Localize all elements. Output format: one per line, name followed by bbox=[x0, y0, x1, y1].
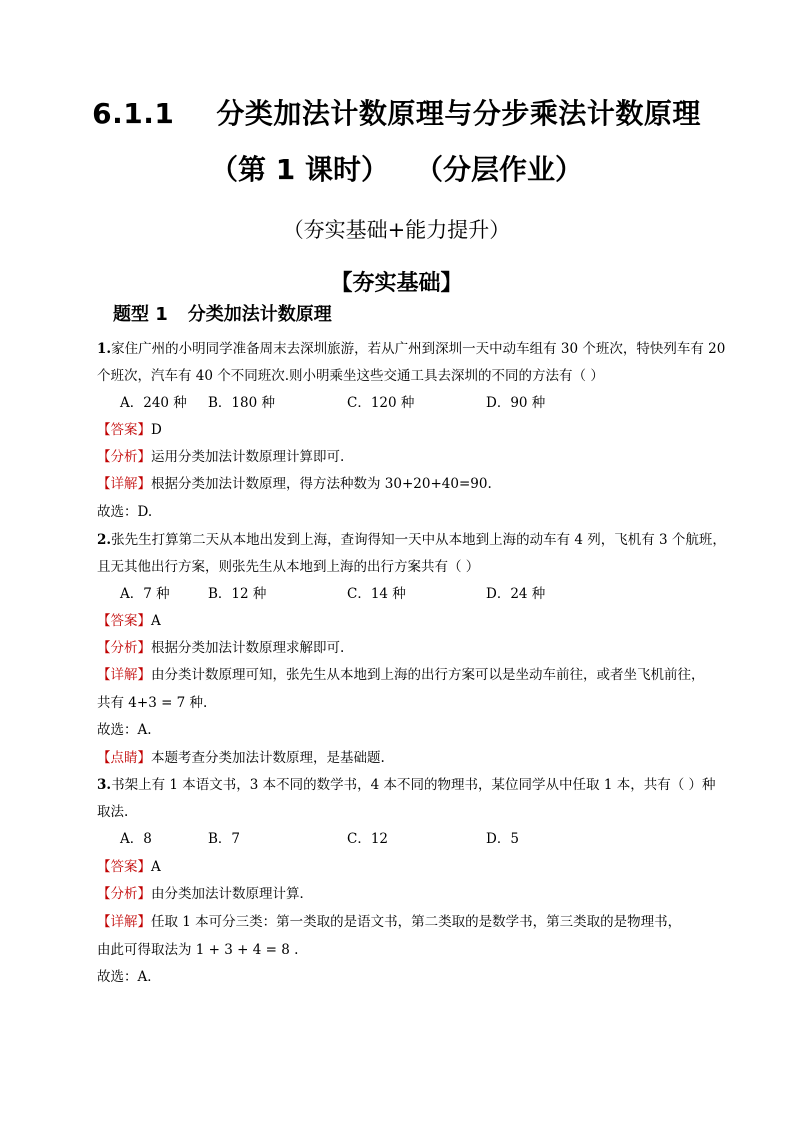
q3-answer-tag: 【答案】 bbox=[97, 859, 151, 875]
q3-option-d: D．5 bbox=[486, 831, 519, 847]
q3-analysis-tag: 【分析】 bbox=[97, 886, 151, 902]
question-type-heading bbox=[113, 300, 332, 326]
q2-option-d: D．24 种 bbox=[486, 586, 546, 602]
q3-option-b: B．7 bbox=[208, 831, 241, 847]
q3-detail-tag: 【详解】 bbox=[97, 914, 151, 930]
subtitle: （夯实基础+能力提升） bbox=[282, 218, 511, 242]
q2-number: 2. bbox=[97, 532, 112, 548]
type-name: 分类加法计数原理 bbox=[187, 304, 332, 325]
q1-stem-text-1: 家住广州的小明同学准备周末去深圳旅游，若从广州到深圳一天中动车组有 30 个班次，特快列车有 20 bbox=[111, 341, 726, 357]
q3-detail bbox=[97, 912, 681, 932]
q2-answer-value: A bbox=[151, 613, 161, 629]
q1-option-c: C．120 种 bbox=[347, 395, 415, 411]
q3-conclusion: 故选：A． bbox=[97, 969, 161, 985]
q2-detail-tag: 【详解】 bbox=[97, 667, 151, 683]
q2-analysis-tag: 【分析】 bbox=[97, 640, 151, 656]
q2-stem-text-1: 张先生打算第二天从本地出发到上海，查询得知一天中从本地到上海的动车有 4 列，飞机有 3 个航班， bbox=[111, 532, 726, 548]
q2-detail bbox=[97, 665, 705, 685]
q1-detail bbox=[97, 474, 492, 494]
q1-analysis bbox=[97, 447, 344, 467]
q2-option-a: A．7 种 bbox=[120, 586, 170, 602]
q3-answer-value: A bbox=[151, 859, 161, 875]
q3-stem-line-2: 取法. bbox=[97, 804, 129, 820]
title-line-2 bbox=[0, 148, 793, 188]
q3-option-c: C．12 bbox=[347, 831, 389, 847]
q2-detail-line-2: 共有 4+3 = 7 种. bbox=[97, 695, 208, 711]
q2-option-c: C．14 种 bbox=[347, 586, 406, 602]
q1-number: 1. bbox=[97, 341, 112, 357]
q1-option-b: B．180 种 bbox=[208, 395, 275, 411]
q1-analysis-tag: 【分析】 bbox=[97, 449, 151, 465]
q2-analysis-text: 根据分类加法计数原理求解即可. bbox=[151, 640, 345, 656]
q1-option-d: D．90 种 bbox=[486, 395, 546, 411]
q3-option-a: A．8 bbox=[120, 831, 152, 847]
q1-stem-line-2: 个班次，汽车有 40 个不同班次.则小明乘坐这些交通工具去深圳的不同的方法有（ ） bbox=[97, 368, 604, 384]
q3-detail-text-1: 任取 1 本可分三类：第一类取的是语文书，第二类取的是数学书，第三类取的是物理书， bbox=[151, 914, 682, 930]
q1-answer bbox=[97, 420, 162, 440]
q3-stem-line-1 bbox=[97, 775, 716, 795]
q2-answer-tag: 【答案】 bbox=[97, 613, 151, 629]
q1-detail-text: 根据分类加法计数原理，得方法种数为 30+20+40=90. bbox=[151, 476, 492, 492]
q1-detail-tag: 【详解】 bbox=[97, 476, 151, 492]
title-main: 分类加法计数原理与分步乘法计数原理 bbox=[216, 97, 701, 130]
title-part: （第 1 课时） bbox=[210, 153, 389, 186]
q1-conclusion: 故选：D. bbox=[97, 504, 153, 520]
title-type: （分层作业） bbox=[428, 153, 583, 186]
q2-comment bbox=[97, 748, 385, 768]
q3-analysis bbox=[97, 884, 313, 904]
q3-analysis-text: 由分类加法计数原理计算． bbox=[151, 886, 313, 902]
q2-conclusion: 故选：A. bbox=[97, 722, 152, 738]
section-heading: 【夯实基础】 bbox=[330, 270, 463, 296]
q2-detail-text-1: 由分类计数原理可知，张先生从本地到上海的出行方案可以是坐动车前往，或者坐飞机前往， bbox=[151, 667, 705, 683]
q2-option-b: B．12 种 bbox=[208, 586, 267, 602]
type-label: 题型 1 bbox=[113, 304, 168, 325]
title-number: 6.1.1 bbox=[92, 97, 175, 130]
q2-comment-text: 本题考查分类加法计数原理，是基础题. bbox=[151, 750, 385, 766]
q3-number: 3. bbox=[97, 777, 112, 793]
q3-stem-text-1: 书架上有 1 本语文书，3 本不同的数学书，4 本不同的物理书，某位同学从中任取 1 本，共有（ ）种 bbox=[111, 777, 716, 793]
q2-stem-line-2: 且无其他出行方案，则张先生从本地到上海的出行方案共有（ ） bbox=[97, 559, 480, 575]
q3-detail-line-2: 由此可得取法为 1 + 3 + 4 = 8 . bbox=[97, 942, 299, 958]
q1-answer-value: D bbox=[151, 422, 162, 438]
q2-stem-line-1 bbox=[97, 530, 726, 550]
q2-analysis bbox=[97, 638, 344, 658]
page-title bbox=[0, 92, 793, 132]
q1-stem-line-1 bbox=[97, 339, 725, 359]
q1-analysis-text: 运用分类加法计数原理计算即可. bbox=[151, 449, 345, 465]
q2-answer bbox=[97, 611, 161, 631]
q2-comment-tag: 【点睛】 bbox=[97, 750, 151, 766]
q3-answer bbox=[97, 857, 161, 877]
q1-answer-tag: 【答案】 bbox=[97, 422, 151, 438]
q1-option-a: A．240 种 bbox=[120, 395, 187, 411]
